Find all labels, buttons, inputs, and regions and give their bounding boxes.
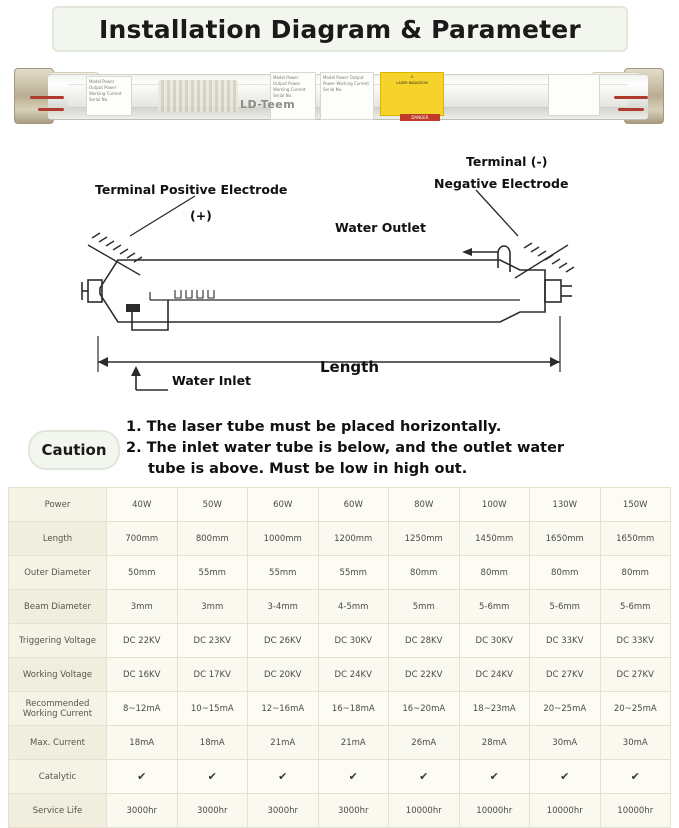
table-cell: 1650mm (600, 522, 671, 556)
table-cell: 10000hr (530, 794, 601, 828)
table-row (9, 624, 671, 658)
table-cell: 3000hr (107, 794, 178, 828)
table-cell: DC 22KV (107, 624, 178, 658)
caution-text-block (126, 418, 666, 481)
table-cell: 80W (389, 488, 460, 522)
table-cell: ✔ (318, 760, 389, 794)
inner-electrode-marks (175, 290, 214, 298)
table-cell: DC 16KV (107, 658, 178, 692)
table-cell: 50mm (107, 556, 178, 590)
table-cell: 26mA (389, 726, 460, 760)
table-cell: DC 24KV (459, 658, 530, 692)
table-cell: DC 30KV (318, 624, 389, 658)
table-cell: 1250mm (389, 522, 460, 556)
table-cell: ✔ (459, 760, 530, 794)
table-cell: ✔ (248, 760, 319, 794)
table-cell: 10~15mA (177, 692, 248, 726)
label-terminal-positive-sign: (+) (190, 208, 212, 223)
wire-right-2-icon (618, 108, 644, 111)
table-cell: 16~20mA (389, 692, 460, 726)
table-cell: 4-5mm (318, 590, 389, 624)
table-cell: 18~23mA (459, 692, 530, 726)
table-row (9, 692, 671, 726)
table-cell: 10000hr (600, 794, 671, 828)
table-cell: 1000mm (248, 522, 319, 556)
table-cell: 3000hr (318, 794, 389, 828)
table-cell: DC 26KV (248, 624, 319, 658)
label-water-outlet: Water Outlet (335, 220, 426, 235)
label-length: Length (320, 358, 379, 376)
photo-brand-text: LD-Teem (240, 98, 296, 111)
table-cell: 10000hr (389, 794, 460, 828)
wire-right-icon (614, 96, 648, 99)
table-cell: DC 20KV (248, 658, 319, 692)
page-title-text: Installation Diagram & Parameter (99, 14, 581, 44)
photo-sticker-4 (548, 74, 600, 116)
positive-electrode-hatch (88, 233, 142, 275)
installation-schematic (0, 140, 679, 408)
table-row-header: Length (9, 522, 107, 556)
table-cell: DC 27KV (530, 658, 601, 692)
caution-line-1: 1. The laser tube must be placed horizontally. (126, 419, 502, 435)
photo-sticker-1: Model Power Output Power Working Current Serial No. (86, 76, 132, 116)
table-cell: DC 33KV (530, 624, 601, 658)
table-cell: 3-4mm (248, 590, 319, 624)
table-row-header: Outer Diameter (9, 556, 107, 590)
table-cell: DC 17KV (177, 658, 248, 692)
water-outlet-arrow-icon (462, 248, 472, 256)
tube-outline (100, 260, 545, 322)
caution-line-2: 2. The inlet water tube is below, and the outlet water (126, 440, 565, 456)
table-row (9, 522, 671, 556)
photo-warning-sticker: ⚠ LASER RADIATION (380, 72, 444, 116)
table-cell: ✔ (177, 760, 248, 794)
caution-badge-text: Caution (41, 441, 107, 459)
table-cell: 5-6mm (459, 590, 530, 624)
table-row-header: Beam Diameter (9, 590, 107, 624)
label-terminal-negative-1: Terminal (-) (466, 154, 548, 169)
photo-sticker-2: Model Power Output Power Working Current Serial No. (270, 72, 316, 120)
table-cell: DC 24KV (318, 658, 389, 692)
table-cell: 1450mm (459, 522, 530, 556)
table-row (9, 726, 671, 760)
table-cell: 12~16mA (248, 692, 319, 726)
table-row (9, 488, 671, 522)
table-cell: 28mA (459, 726, 530, 760)
table-cell: 800mm (177, 522, 248, 556)
wire-left-icon (30, 96, 64, 99)
table-cell: 60W (318, 488, 389, 522)
table-cell: 700mm (107, 522, 178, 556)
table-cell: 5-6mm (600, 590, 671, 624)
photo-warning-text: LASER RADIATION (396, 80, 428, 85)
table-cell: DC 28KV (389, 624, 460, 658)
table-cell: 50W (177, 488, 248, 522)
table-cell: ✔ (530, 760, 601, 794)
table-cell: 3mm (177, 590, 248, 624)
table-cell: 30mA (600, 726, 671, 760)
table-cell: 80mm (530, 556, 601, 590)
table-cell: 80mm (600, 556, 671, 590)
caution-line-2b-text: tube is above. Must be low in high out. (148, 461, 468, 477)
photo-danger-sticker: DANGER (400, 114, 440, 121)
table-cell: 3000hr (177, 794, 248, 828)
table-cell: 3000hr (248, 794, 319, 828)
table-cell: 100W (459, 488, 530, 522)
table-row-header: Recommended Working Current (9, 692, 107, 726)
caution-line-2b (126, 460, 666, 479)
table-cell: ✔ (600, 760, 671, 794)
table-cell: DC 27KV (600, 658, 671, 692)
table-cell: DC 23KV (177, 624, 248, 658)
table-cell: 80mm (389, 556, 460, 590)
table-cell: 10000hr (459, 794, 530, 828)
table-cell: 18mA (177, 726, 248, 760)
water-inlet-port (126, 304, 140, 312)
table-cell: 3mm (107, 590, 178, 624)
label-terminal-negative-2: Negative Electrode (434, 176, 569, 191)
table-row-header: Triggering Voltage (9, 624, 107, 658)
table-row (9, 794, 671, 828)
table-cell: 55mm (318, 556, 389, 590)
table-cell: 60W (248, 488, 319, 522)
table-cell: 18mA (107, 726, 178, 760)
table-row (9, 590, 671, 624)
table-cell: 21mA (248, 726, 319, 760)
label-terminal-positive: Terminal Positive Electrode (95, 182, 288, 197)
table-cell: 80mm (459, 556, 530, 590)
label-water-inlet: Water Inlet (172, 373, 252, 388)
parameter-table (8, 487, 671, 828)
table-row-header: Max. Current (9, 726, 107, 760)
table-cell: 55mm (177, 556, 248, 590)
table-cell: 5mm (389, 590, 460, 624)
table-cell: 55mm (248, 556, 319, 590)
table-row-header: Power (9, 488, 107, 522)
table-cell: 1650mm (530, 522, 601, 556)
caution-section (0, 408, 679, 484)
page-title (52, 6, 628, 52)
table-cell: 30mA (530, 726, 601, 760)
table-row-header: Working Voltage (9, 658, 107, 692)
photo-sticker-3: Model Power Output Power Working Current Serial No. (320, 72, 374, 120)
table-cell: 8~12mA (107, 692, 178, 726)
tube-coil (158, 80, 238, 112)
table-row (9, 556, 671, 590)
table-cell: DC 30KV (459, 624, 530, 658)
table-cell: 150W (600, 488, 671, 522)
table-cell: 130W (530, 488, 601, 522)
table-cell: 20~25mA (600, 692, 671, 726)
parameter-table-wrap (8, 487, 671, 828)
table-row-header: Catalytic (9, 760, 107, 794)
table-cell: DC 22KV (389, 658, 460, 692)
table-cell: DC 33KV (600, 624, 671, 658)
laser-tube-photo (8, 58, 671, 138)
table-cell: 40W (107, 488, 178, 522)
table-row-header: Service Life (9, 794, 107, 828)
table-cell: 21mA (318, 726, 389, 760)
table-cell: ✔ (107, 760, 178, 794)
wire-left-2-icon (38, 108, 64, 111)
table-cell: 16~18mA (318, 692, 389, 726)
table-cell: ✔ (389, 760, 460, 794)
table-cell: 5-6mm (530, 590, 601, 624)
table-cell: 20~25mA (530, 692, 601, 726)
table-row (9, 658, 671, 692)
caution-badge (28, 430, 120, 470)
right-flange (545, 280, 561, 302)
table-cell: 1200mm (318, 522, 389, 556)
table-row (9, 760, 671, 794)
